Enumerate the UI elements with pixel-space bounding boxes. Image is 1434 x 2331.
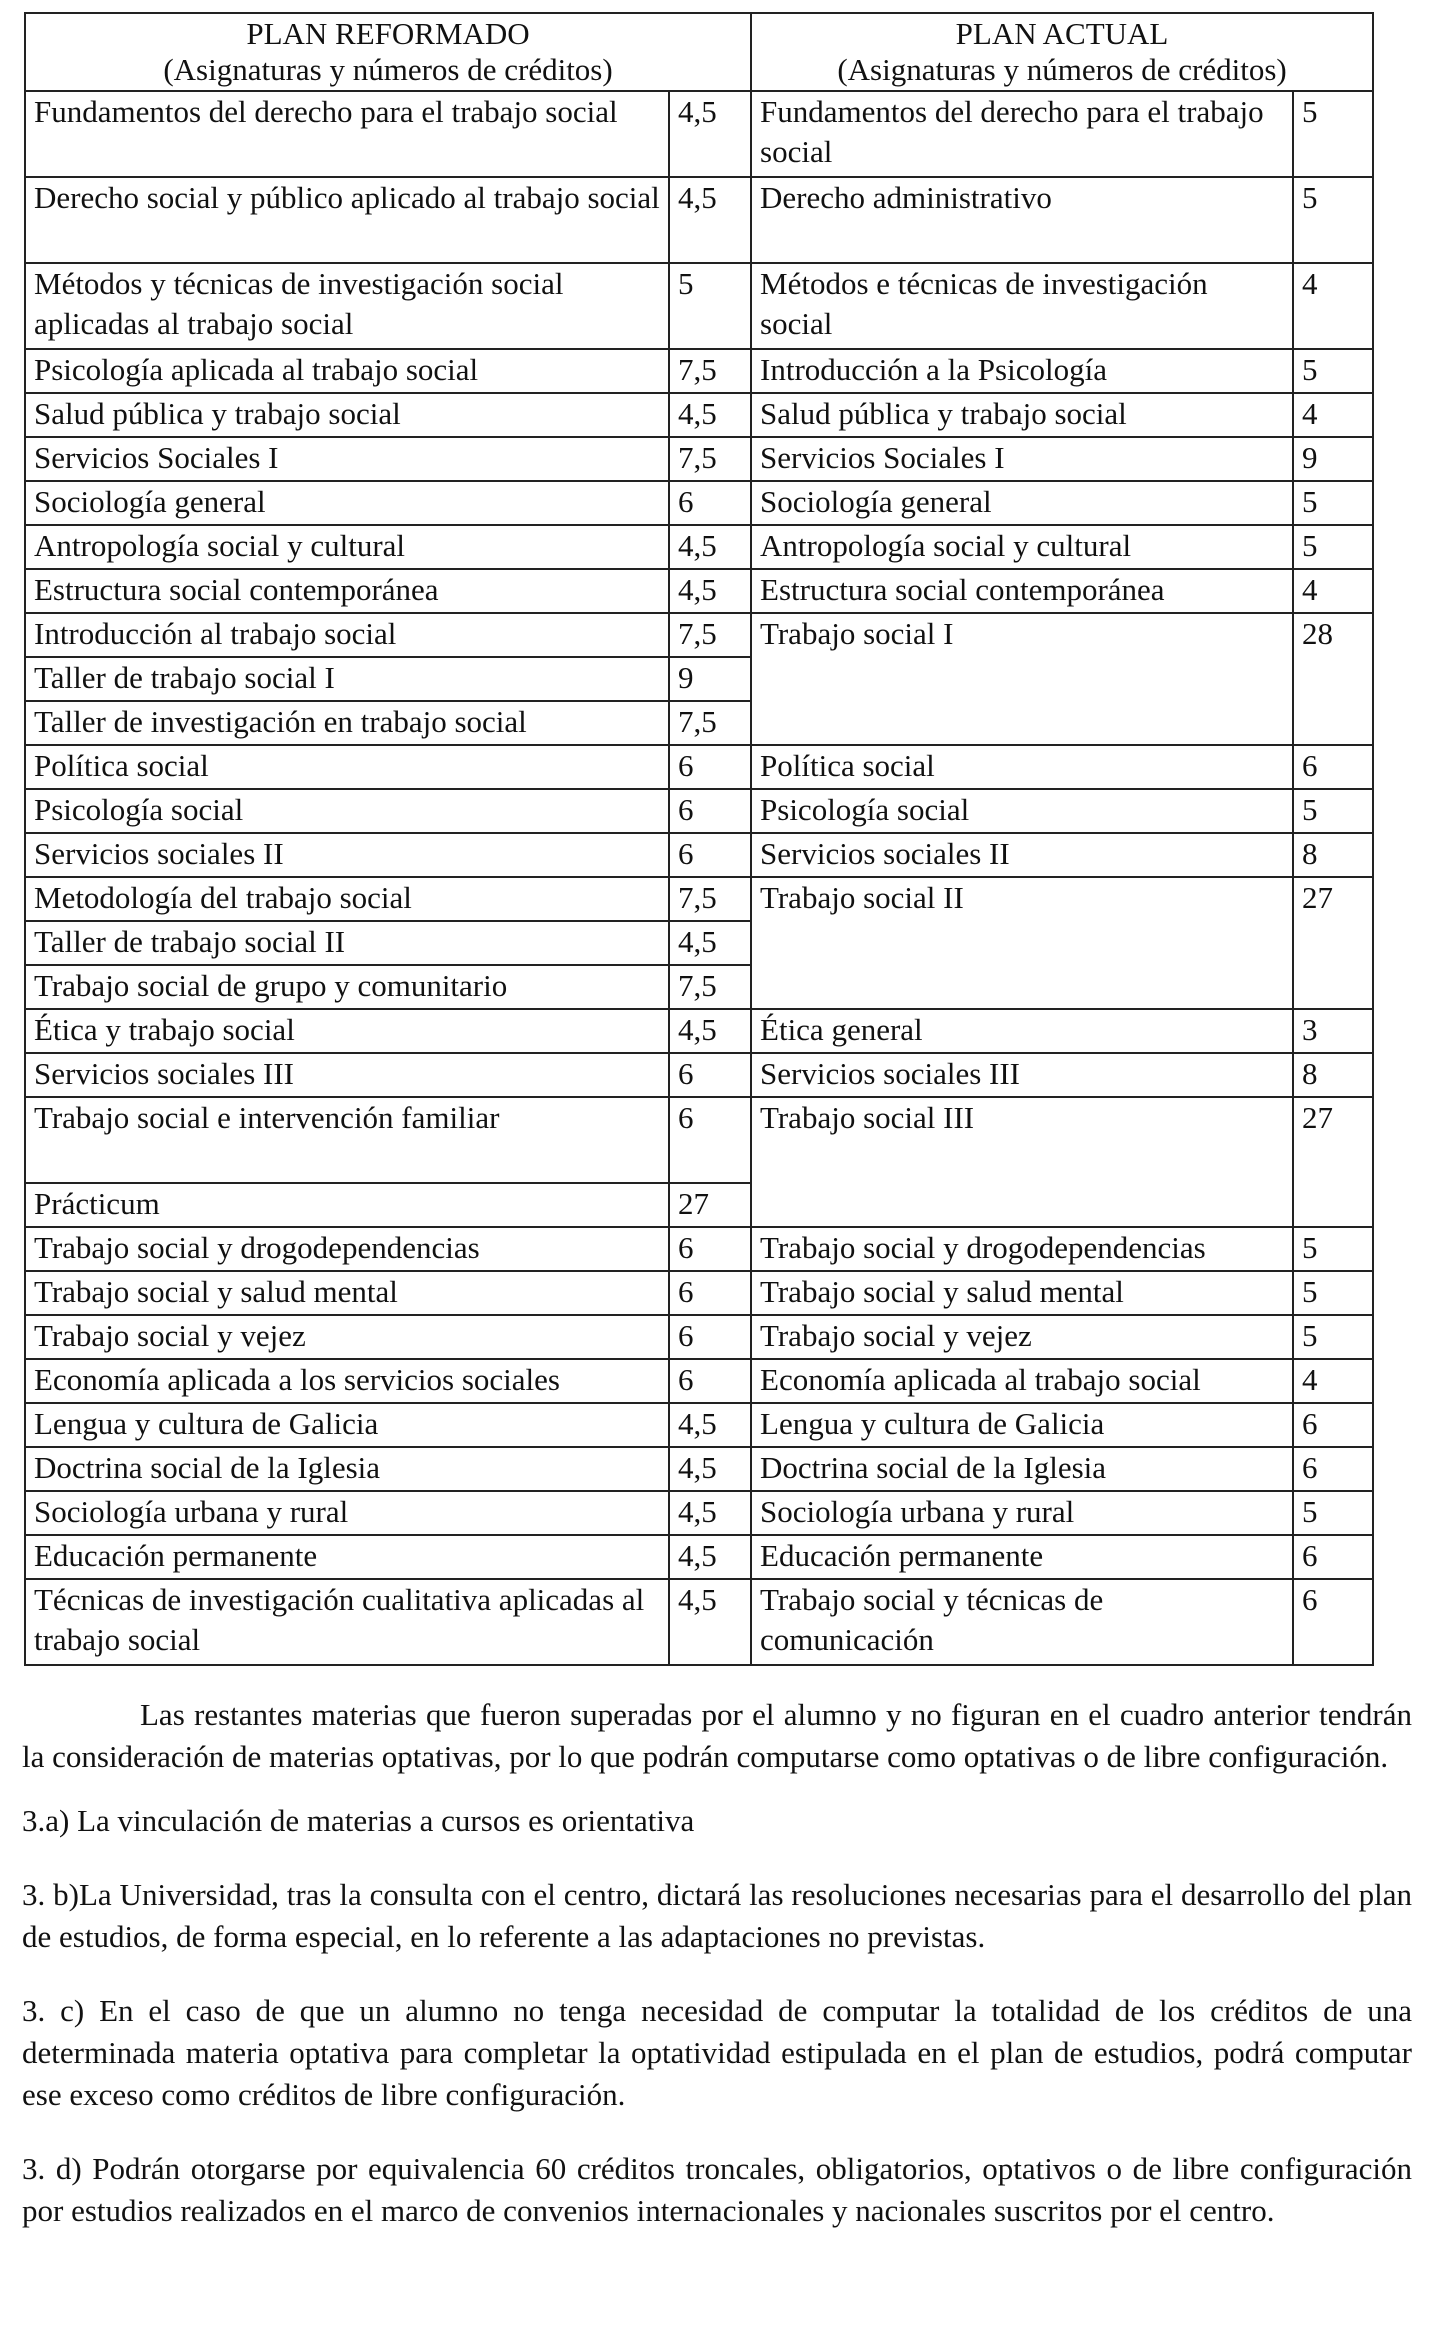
reformado-subject: Servicios Sociales I (25, 437, 669, 481)
table-row (25, 1097, 1373, 1183)
reformado-credits: 7,5 (669, 877, 751, 921)
table-row (25, 1535, 1373, 1579)
actual-credits: 4 (1293, 263, 1373, 349)
actual-subject: Sociología general (751, 481, 1293, 525)
reformado-subject: Fundamentos del derecho para el trabajo social (25, 91, 669, 177)
reformado-credits: 7,5 (669, 349, 751, 393)
actual-subject: Métodos e técnicas de investigación social (751, 263, 1293, 349)
actual-credits: 8 (1293, 1053, 1373, 1097)
reformado-subject: Ética y trabajo social (25, 1009, 669, 1053)
reformado-credits: 4,5 (669, 525, 751, 569)
reformado-credits: 6 (669, 833, 751, 877)
table-row (25, 1271, 1373, 1315)
actual-subject-merged: Trabajo social II (751, 877, 1293, 1009)
actual-subject: Trabajo social y drogodependencias (751, 1227, 1293, 1271)
table-row (25, 1053, 1373, 1097)
actual-subject: Trabajo social y salud mental (751, 1271, 1293, 1315)
actual-credits: 5 (1293, 91, 1373, 177)
actual-subject: Estructura social contemporánea (751, 569, 1293, 613)
reformado-credits: 7,5 (669, 701, 751, 745)
reformado-subject: Trabajo social y drogodependencias (25, 1227, 669, 1271)
reformado-subject: Doctrina social de la Iglesia (25, 1447, 669, 1491)
table-row (25, 1009, 1373, 1053)
actual-credits: 5 (1293, 789, 1373, 833)
actual-credits: 6 (1293, 745, 1373, 789)
reformado-subject: Trabajo social de grupo y comunitario (25, 965, 669, 1009)
actual-subject: Derecho administrativo (751, 177, 1293, 263)
actual-subject: Trabajo social y técnicas de comunicación (751, 1579, 1293, 1665)
reformado-credits: 6 (669, 745, 751, 789)
table-row (25, 177, 1373, 263)
actual-credits: 5 (1293, 525, 1373, 569)
actual-subject: Doctrina social de la Iglesia (751, 1447, 1293, 1491)
actual-subject-merged: Trabajo social III (751, 1097, 1293, 1227)
reformado-subject: Psicología aplicada al trabajo social (25, 349, 669, 393)
reformado-subject: Métodos y técnicas de investigación social aplicadas al trabajo social (25, 263, 669, 349)
paragraph-3a: 3.a) La vinculación de materias a cursos es orientativa (22, 1803, 695, 1838)
reformado-credits: 27 (669, 1183, 751, 1227)
actual-subject: Lengua y cultura de Galicia (751, 1403, 1293, 1447)
actual-credits: 4 (1293, 393, 1373, 437)
actual-credits: 8 (1293, 833, 1373, 877)
actual-subject: Salud pública y trabajo social (751, 393, 1293, 437)
reformado-credits: 6 (669, 1053, 751, 1097)
actual-credits-merged: 27 (1293, 1097, 1373, 1227)
reformado-credits: 7,5 (669, 965, 751, 1009)
reformado-credits: 6 (669, 1227, 751, 1271)
table-row (25, 877, 1373, 921)
table-row (25, 263, 1373, 349)
actual-credits: 6 (1293, 1579, 1373, 1665)
actual-credits: 5 (1293, 1315, 1373, 1359)
actual-credits-merged: 28 (1293, 613, 1373, 745)
table-row (25, 1315, 1373, 1359)
document-page (22, 0, 1422, 2232)
reformado-credits: 4,5 (669, 1403, 751, 1447)
equivalence-table (24, 12, 1374, 1666)
table-row (25, 437, 1373, 481)
reformado-credits: 6 (669, 789, 751, 833)
table-row (25, 1403, 1373, 1447)
header-plan-reformado (25, 13, 751, 91)
table-row (25, 1359, 1373, 1403)
reformado-subject: Técnicas de investigación cualitativa aplicadas al trabajo social (25, 1579, 669, 1665)
reformado-credits: 4,5 (669, 569, 751, 613)
reformado-subject: Trabajo social e intervención familiar (25, 1097, 669, 1183)
reformado-subject: Introducción al trabajo social (25, 613, 669, 657)
actual-subject: Ética general (751, 1009, 1293, 1053)
header-left-title: PLAN REFORMADO (246, 16, 530, 51)
actual-credits: 5 (1293, 349, 1373, 393)
reformado-subject: Sociología urbana y rural (25, 1491, 669, 1535)
reformado-credits: 6 (669, 481, 751, 525)
actual-credits: 6 (1293, 1447, 1373, 1491)
table-row (25, 393, 1373, 437)
table-row (25, 1227, 1373, 1271)
paragraph-optativas: Las restantes materias que fueron superadas por el alumno y no figuran en el cuadro anterior tendrán la consideración de materias optativas, por lo que podrán computarse como optativas o de libre configuración. (22, 1697, 1412, 1774)
actual-subject: Servicios sociales III (751, 1053, 1293, 1097)
reformado-credits: 9 (669, 657, 751, 701)
actual-credits: 4 (1293, 569, 1373, 613)
paragraph-3d: 3. d) Podrán otorgarse por equivalencia 60 créditos troncales, obligatorios, optativos o de libre configuración por estudios realizados en el marco de convenios internacionales y nacionales suscritos por el centro. (22, 2151, 1412, 2228)
actual-subject: Economía aplicada al trabajo social (751, 1359, 1293, 1403)
actual-subject: Sociología urbana y rural (751, 1491, 1293, 1535)
table-row (25, 1447, 1373, 1491)
table-row (25, 91, 1373, 177)
reformado-credits: 7,5 (669, 613, 751, 657)
reformado-credits: 4,5 (669, 177, 751, 263)
reformado-credits: 4,5 (669, 921, 751, 965)
reformado-subject: Política social (25, 745, 669, 789)
reformado-credits: 5 (669, 263, 751, 349)
actual-credits: 5 (1293, 1227, 1373, 1271)
table-row (25, 349, 1373, 393)
reformado-subject: Trabajo social y vejez (25, 1315, 669, 1359)
reformado-subject: Sociología general (25, 481, 669, 525)
reformado-subject: Servicios sociales II (25, 833, 669, 877)
actual-credits: 5 (1293, 1271, 1373, 1315)
actual-credits-merged: 27 (1293, 877, 1373, 1009)
header-right-subtitle: (Asignaturas y números de créditos) (837, 52, 1287, 87)
actual-subject: Fundamentos del derecho para el trabajo social (751, 91, 1293, 177)
reformado-credits: 6 (669, 1359, 751, 1403)
reformado-subject: Servicios sociales III (25, 1053, 669, 1097)
paragraph-3b: 3. b)La Universidad, tras la consulta con el centro, dictará las resoluciones necesarias para el desarrollo del plan de estudios, de forma especial, en lo referente a las adaptaciones no previstas. (22, 1877, 1412, 1954)
table-row (25, 745, 1373, 789)
table-row (25, 525, 1373, 569)
actual-credits: 6 (1293, 1535, 1373, 1579)
reformado-subject: Economía aplicada a los servicios sociales (25, 1359, 669, 1403)
header-plan-actual (751, 13, 1373, 91)
reformado-credits: 4,5 (669, 393, 751, 437)
reformado-subject: Antropología social y cultural (25, 525, 669, 569)
reformado-credits: 4,5 (669, 1535, 751, 1579)
reformado-subject: Lengua y cultura de Galicia (25, 1403, 669, 1447)
actual-subject: Política social (751, 745, 1293, 789)
actual-credits: 5 (1293, 177, 1373, 263)
reformado-subject: Metodología del trabajo social (25, 877, 669, 921)
reformado-subject: Derecho social y público aplicado al trabajo social (25, 177, 669, 263)
table-row (25, 1579, 1373, 1665)
actual-credits: 5 (1293, 481, 1373, 525)
reformado-credits: 4,5 (669, 1491, 751, 1535)
reformado-credits: 7,5 (669, 437, 751, 481)
table-row (25, 1491, 1373, 1535)
actual-subject-merged: Trabajo social I (751, 613, 1293, 745)
actual-credits: 3 (1293, 1009, 1373, 1053)
actual-subject: Servicios sociales II (751, 833, 1293, 877)
table-row (25, 613, 1373, 657)
reformado-subject: Salud pública y trabajo social (25, 393, 669, 437)
reformado-credits: 6 (669, 1271, 751, 1315)
actual-credits: 9 (1293, 437, 1373, 481)
table-row (25, 569, 1373, 613)
reformado-subject: Educación permanente (25, 1535, 669, 1579)
table-header-row (25, 13, 1373, 91)
table-row (25, 481, 1373, 525)
reformado-subject: Trabajo social y salud mental (25, 1271, 669, 1315)
header-left-subtitle: (Asignaturas y números de créditos) (163, 52, 613, 87)
reformado-credits: 6 (669, 1097, 751, 1183)
actual-subject: Psicología social (751, 789, 1293, 833)
actual-subject: Trabajo social y vejez (751, 1315, 1293, 1359)
actual-credits: 4 (1293, 1359, 1373, 1403)
reformado-subject: Taller de investigación en trabajo social (25, 701, 669, 745)
header-right-title: PLAN ACTUAL (955, 16, 1169, 51)
reformado-subject: Psicología social (25, 789, 669, 833)
actual-subject: Servicios Sociales I (751, 437, 1293, 481)
reformado-credits: 4,5 (669, 1579, 751, 1665)
reformado-credits: 4,5 (669, 1447, 751, 1491)
table-row (25, 833, 1373, 877)
reformado-subject: Estructura social contemporánea (25, 569, 669, 613)
reformado-subject: Prácticum (25, 1183, 669, 1227)
actual-subject: Antropología social y cultural (751, 525, 1293, 569)
reformado-credits: 4,5 (669, 91, 751, 177)
paragraph-3c: 3. c) En el caso de que un alumno no tenga necesidad de computar la totalidad de los créditos de una determinada materia optativa para completar la optatividad estipulada en el plan de estudios, podrá computar ese exceso como créditos de libre configuración. (22, 1993, 1412, 2112)
actual-subject: Introducción a la Psicología (751, 349, 1293, 393)
actual-credits: 5 (1293, 1491, 1373, 1535)
reformado-credits: 6 (669, 1315, 751, 1359)
actual-credits: 6 (1293, 1403, 1373, 1447)
actual-subject: Educación permanente (751, 1535, 1293, 1579)
reformado-credits: 4,5 (669, 1009, 751, 1053)
reformado-subject: Taller de trabajo social II (25, 921, 669, 965)
table-row (25, 789, 1373, 833)
reformado-subject: Taller de trabajo social I (25, 657, 669, 701)
